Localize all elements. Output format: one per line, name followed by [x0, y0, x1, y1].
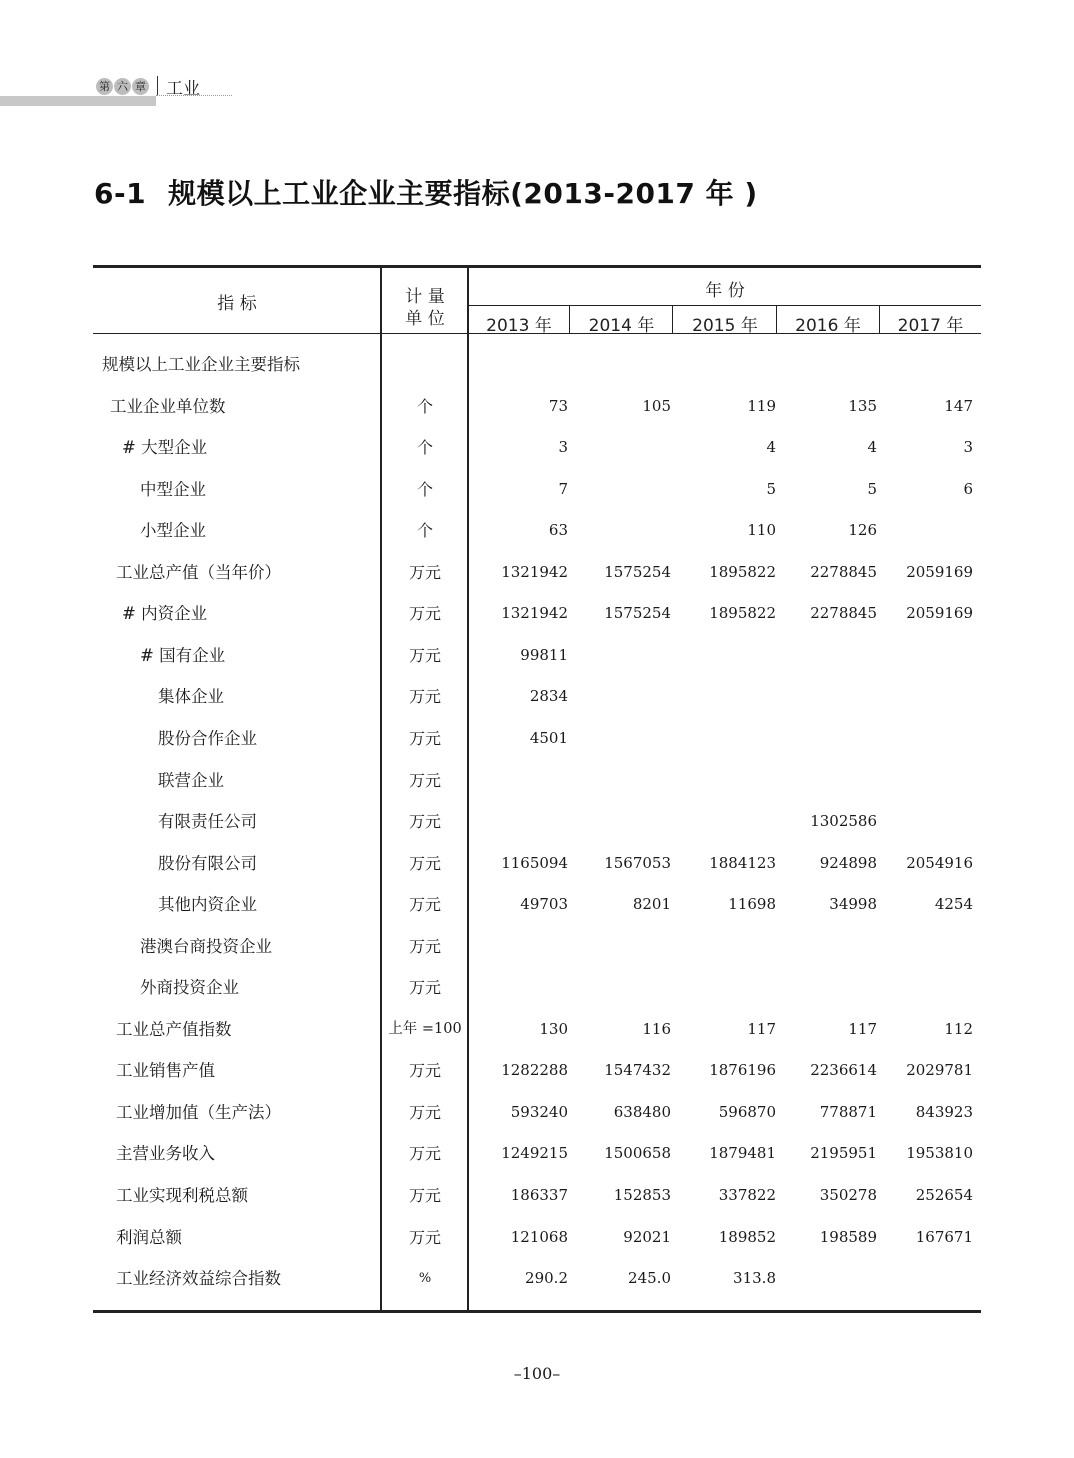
table-row — [94, 552, 980, 593]
row-label: # 大型企业 — [122, 438, 208, 458]
col-header-year: 2015 年 — [692, 316, 758, 336]
value-cell: 186337 — [510, 1186, 568, 1204]
row-label: # 国有企业 — [140, 645, 226, 665]
value-cell: 1895822 — [709, 562, 776, 581]
value-cell: 1165094 — [501, 853, 568, 872]
value-cell: 8201 — [632, 895, 671, 914]
row-unit: 万元 — [408, 812, 441, 832]
row-label: 主营业务收入 — [116, 1144, 215, 1164]
row-label: 小型企业 — [140, 521, 206, 541]
table-row — [94, 1050, 980, 1091]
row-unit: 万元 — [408, 645, 441, 665]
table-row — [94, 1133, 980, 1174]
value-cell: 11698 — [728, 895, 776, 914]
table-row — [94, 1092, 980, 1133]
table-number: 6-1 — [94, 177, 147, 210]
table-top-rule — [93, 265, 981, 268]
value-cell: 596870 — [718, 1102, 776, 1121]
row-label: 工业增加值（生产法） — [116, 1102, 281, 1122]
row-label: 其他内资企业 — [158, 895, 257, 915]
chapter-char: 第 — [96, 78, 113, 95]
header-separator — [157, 76, 158, 95]
value-cell: 2029781 — [906, 1061, 973, 1080]
value-cell: 2059169 — [906, 562, 973, 581]
value-cell: 1321942 — [501, 604, 568, 623]
value-cell: 110 — [747, 521, 776, 540]
table-row — [94, 884, 980, 925]
row-label: 工业企业单位数 — [110, 396, 226, 416]
row-label: 工业销售产值 — [116, 1061, 215, 1081]
value-cell: 5 — [766, 479, 776, 498]
chapter-char: 六 — [114, 78, 131, 95]
title-text: 规模以上工业企业主要指标 — [168, 177, 511, 210]
col-header-year: 2017 年 — [897, 316, 964, 336]
value-cell: 252654 — [915, 1186, 973, 1204]
value-cell: 1547432 — [604, 1061, 671, 1080]
table-row — [94, 801, 980, 842]
value-cell: 167671 — [915, 1227, 973, 1246]
value-cell: 105 — [642, 396, 671, 415]
table-row — [94, 843, 980, 884]
table-row — [94, 1009, 980, 1050]
col-header-unit-bottom: 单 位 — [405, 309, 445, 329]
value-cell: 49703 — [520, 895, 568, 914]
value-cell: 1567053 — [604, 853, 671, 872]
value-cell: 135 — [848, 396, 877, 415]
value-cell: 1249215 — [501, 1144, 568, 1163]
value-cell: 73 — [548, 396, 568, 415]
table-row — [94, 760, 980, 801]
table-row — [94, 635, 980, 676]
row-label: 工业总产值（当年价） — [116, 562, 281, 582]
table-row — [94, 1258, 980, 1299]
value-cell: 1500658 — [604, 1144, 671, 1163]
table-row — [94, 926, 980, 967]
value-cell: 2236614 — [810, 1061, 877, 1080]
row-label: 工业实现利税总额 — [116, 1186, 248, 1205]
row-label: 外商投资企业 — [140, 978, 239, 998]
value-cell: 4254 — [934, 895, 973, 914]
value-cell: 1575254 — [604, 562, 671, 581]
value-cell: 5 — [867, 479, 877, 498]
col-header-indicator: 指 标 — [217, 294, 257, 314]
row-unit: 万元 — [408, 604, 441, 624]
year-group-rule — [468, 305, 981, 306]
row-unit: 万元 — [408, 1227, 441, 1247]
value-cell: 189852 — [718, 1227, 776, 1246]
value-cell: 3 — [558, 438, 568, 457]
value-cell: 34998 — [829, 895, 877, 914]
table-row — [94, 967, 980, 1008]
row-unit: 万元 — [408, 728, 441, 748]
value-cell: 112 — [944, 1019, 973, 1038]
value-cell: 778871 — [819, 1102, 877, 1121]
row-unit: 万元 — [408, 1061, 441, 1081]
row-label: 规模以上工业企业主要指标 — [102, 355, 300, 374]
value-cell: 638480 — [613, 1102, 671, 1121]
table-row — [94, 344, 980, 385]
value-cell: 116 — [642, 1019, 671, 1038]
value-cell: 245.0 — [628, 1269, 671, 1288]
year-divider — [569, 306, 570, 334]
value-cell: 4501 — [529, 728, 568, 747]
value-cell: 1953810 — [906, 1144, 973, 1163]
table-row — [94, 510, 980, 551]
value-cell: 4 — [867, 438, 877, 457]
row-label: 中型企业 — [140, 479, 206, 499]
row-unit: 万元 — [408, 936, 441, 956]
table-row — [94, 386, 980, 427]
table-bottom-rule — [93, 1310, 981, 1313]
value-cell: 121068 — [510, 1227, 568, 1246]
value-cell: 593240 — [510, 1102, 568, 1121]
value-cell: 1575254 — [604, 604, 671, 623]
row-label: 股份有限公司 — [158, 853, 257, 873]
row-unit: 个 — [416, 396, 433, 416]
value-cell: 1302586 — [810, 812, 877, 831]
value-cell: 7 — [558, 479, 568, 498]
value-cell: 147 — [944, 396, 973, 415]
value-cell: 313.8 — [733, 1269, 776, 1288]
row-unit: 个 — [416, 438, 433, 458]
value-cell: 1321942 — [501, 562, 568, 581]
table-row — [94, 1175, 980, 1216]
row-unit: 万元 — [408, 1186, 441, 1205]
col-header-year-group: 年 份 — [705, 281, 745, 301]
value-cell: 2195951 — [810, 1144, 877, 1163]
row-unit: 上年 =100 — [388, 1020, 462, 1037]
title-years: (2013-2017 年 ) — [510, 177, 758, 210]
row-unit: 万元 — [408, 687, 441, 707]
value-cell: 92021 — [623, 1227, 671, 1246]
value-cell: 3 — [963, 438, 973, 457]
value-cell: 337822 — [718, 1186, 776, 1204]
value-cell: 1282288 — [501, 1061, 568, 1080]
value-cell: 99811 — [520, 645, 568, 664]
row-unit: 万元 — [408, 562, 441, 582]
year-divider — [672, 306, 673, 334]
value-cell: 290.2 — [525, 1269, 568, 1288]
value-cell: 4 — [766, 438, 776, 457]
value-cell: 63 — [548, 521, 568, 540]
value-cell: 130 — [539, 1019, 568, 1038]
row-label: 联营企业 — [158, 770, 224, 790]
row-unit: 万元 — [408, 1102, 441, 1122]
value-cell: 1884123 — [709, 853, 776, 872]
value-cell: 1879481 — [709, 1144, 776, 1163]
value-cell: 117 — [848, 1019, 877, 1038]
col-header-year: 2016 年 — [795, 316, 861, 336]
value-cell: 1876196 — [709, 1061, 776, 1080]
table-row — [94, 427, 980, 468]
value-cell: 2278845 — [810, 604, 877, 623]
row-unit: 个 — [416, 479, 433, 499]
row-label: # 内资企业 — [122, 604, 208, 624]
value-cell: 2059169 — [906, 604, 973, 623]
table-row — [94, 676, 980, 717]
value-cell: 198589 — [819, 1227, 877, 1246]
row-unit: 万元 — [408, 770, 441, 790]
table-row — [94, 593, 980, 634]
row-label: 集体企业 — [158, 687, 224, 707]
chapter-badge — [94, 76, 151, 96]
value-cell: 350278 — [819, 1186, 877, 1204]
row-label: 港澳台商投资企业 — [140, 936, 272, 956]
row-unit: % — [418, 1271, 432, 1287]
row-unit: 万元 — [408, 853, 441, 873]
row-label: 工业经济效益综合指数 — [116, 1269, 281, 1289]
value-cell: 1895822 — [709, 604, 776, 623]
page-title — [94, 172, 758, 212]
row-unit: 万元 — [408, 895, 441, 915]
page-number: –100– — [513, 1364, 561, 1383]
table-row — [94, 718, 980, 759]
row-unit: 万元 — [408, 1144, 441, 1164]
header-bar — [0, 96, 156, 106]
value-cell: 126 — [848, 521, 877, 540]
row-unit: 个 — [416, 521, 433, 541]
col-header-year: 2014 年 — [588, 316, 655, 336]
row-label: 工业总产值指数 — [116, 1019, 232, 1039]
section-title: 工业 — [166, 79, 200, 99]
table-row — [94, 469, 980, 510]
col-header-unit-top: 计 量 — [405, 287, 445, 307]
col-header-year: 2013 年 — [486, 316, 552, 336]
value-cell: 2054916 — [906, 853, 973, 872]
chapter-char: 章 — [132, 78, 149, 95]
row-label: 有限责任公司 — [158, 812, 257, 832]
value-cell: 152853 — [613, 1186, 671, 1204]
value-cell: 6 — [963, 479, 973, 498]
row-unit: 万元 — [408, 978, 441, 998]
row-label: 股份合作企业 — [158, 728, 257, 748]
value-cell: 2834 — [529, 687, 568, 706]
value-cell: 117 — [747, 1019, 776, 1038]
value-cell: 119 — [747, 396, 776, 415]
row-label: 利润总额 — [116, 1227, 182, 1247]
value-cell: 2278845 — [810, 562, 877, 581]
value-cell: 924898 — [819, 853, 877, 872]
table-row — [94, 1217, 980, 1258]
value-cell: 843923 — [915, 1102, 973, 1121]
